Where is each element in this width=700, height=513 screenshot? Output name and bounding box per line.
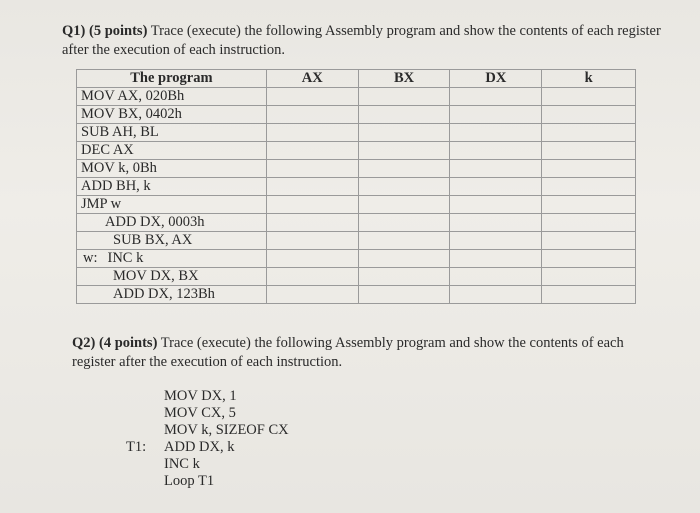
ax-value-cell[interactable] (266, 160, 358, 178)
ax-value-cell[interactable] (266, 106, 358, 124)
header-ax: AX (266, 70, 358, 88)
ax-value-cell[interactable] (266, 214, 358, 232)
table-row (77, 124, 636, 142)
ax-value-cell[interactable] (266, 268, 358, 286)
header-k: k (542, 70, 636, 88)
table-row (77, 196, 636, 214)
k-value-cell[interactable] (542, 232, 636, 250)
q2-number: Q2) (72, 335, 96, 351)
k-value-cell[interactable] (542, 250, 636, 268)
code-instruction: MOV CX, 5 (164, 405, 236, 421)
code-label (126, 456, 164, 473)
dx-value-cell[interactable] (450, 214, 542, 232)
ax-value-cell[interactable] (266, 142, 358, 160)
table-row (77, 178, 636, 196)
k-value-cell[interactable] (542, 286, 636, 304)
ax-value-cell[interactable] (266, 250, 358, 268)
header-program: The program (77, 70, 267, 88)
bx-value-cell[interactable] (358, 286, 450, 304)
code-label (126, 422, 164, 439)
code-line (126, 388, 289, 405)
instruction-text: ADD BH, k (81, 178, 151, 194)
instruction-text: ADD DX, 123Bh (113, 286, 215, 302)
code-line (126, 422, 289, 439)
k-value-cell[interactable] (542, 142, 636, 160)
dx-value-cell[interactable] (450, 196, 542, 214)
code-label (126, 388, 164, 405)
program-instruction-cell (77, 160, 267, 178)
dx-value-cell[interactable] (450, 268, 542, 286)
bx-value-cell[interactable] (358, 142, 450, 160)
ax-value-cell[interactable] (266, 124, 358, 142)
bx-value-cell[interactable] (358, 88, 450, 106)
bx-value-cell[interactable] (358, 196, 450, 214)
code-line (126, 456, 289, 473)
instruction-text: JMP w (81, 196, 122, 212)
instruction-text: SUB BX, AX (113, 232, 193, 248)
dx-value-cell[interactable] (450, 178, 542, 196)
dx-value-cell[interactable] (450, 250, 542, 268)
code-instruction: MOV k, SIZEOF CX (164, 422, 289, 438)
table-row (77, 106, 636, 124)
table-row (77, 160, 636, 178)
bx-value-cell[interactable] (358, 214, 450, 232)
q2-code-block (126, 388, 289, 490)
q1-text: Trace (execute) the following Assembly program and show the contents of each register after the execution of each instruction. (62, 23, 661, 58)
code-instruction: Loop T1 (164, 473, 215, 489)
ax-value-cell[interactable] (266, 196, 358, 214)
dx-value-cell[interactable] (450, 88, 542, 106)
q1-number: Q1) (62, 23, 86, 39)
code-label (126, 473, 164, 490)
bx-value-cell[interactable] (358, 250, 450, 268)
ax-value-cell[interactable] (266, 178, 358, 196)
program-instruction-cell (77, 106, 267, 124)
k-value-cell[interactable] (542, 106, 636, 124)
dx-value-cell[interactable] (450, 142, 542, 160)
bx-value-cell[interactable] (358, 124, 450, 142)
q2-points: (4 points) (98, 335, 158, 351)
program-instruction-cell (77, 196, 267, 214)
ax-value-cell[interactable] (266, 232, 358, 250)
program-instruction-cell (77, 232, 267, 250)
code-label (126, 405, 164, 422)
code-instruction: MOV DX, 1 (164, 388, 237, 404)
k-value-cell[interactable] (542, 124, 636, 142)
code-label: T1: (126, 439, 147, 455)
q1-points: (5 points) (88, 23, 148, 39)
dx-value-cell[interactable] (450, 106, 542, 124)
instruction-text: MOV DX, BX (113, 268, 199, 284)
bx-value-cell[interactable] (358, 232, 450, 250)
table-row (77, 286, 636, 304)
table-row (77, 214, 636, 232)
question-2 (72, 334, 652, 372)
ax-value-cell[interactable] (266, 286, 358, 304)
program-instruction-cell (77, 286, 267, 304)
dx-value-cell[interactable] (450, 232, 542, 250)
code-line (126, 439, 289, 456)
k-value-cell[interactable] (542, 196, 636, 214)
table-body (77, 88, 636, 304)
program-instruction-cell (77, 124, 267, 142)
program-instruction-cell (77, 250, 267, 268)
q2-text: Trace (execute) the following Assembly program and show the contents of each register after the execution of each instruction. (72, 335, 624, 370)
k-value-cell[interactable] (542, 214, 636, 232)
program-instruction-cell (77, 142, 267, 160)
bx-value-cell[interactable] (358, 268, 450, 286)
instruction-text: MOV k, 0Bh (81, 160, 157, 176)
k-value-cell[interactable] (542, 88, 636, 106)
instruction-text: ADD DX, 0003h (105, 214, 205, 230)
table-row (77, 232, 636, 250)
trace-table (76, 69, 636, 304)
table-row (77, 268, 636, 286)
instruction-text: INC k (107, 250, 144, 266)
code-line (126, 405, 289, 422)
program-instruction-cell (77, 268, 267, 286)
bx-value-cell[interactable] (358, 178, 450, 196)
table-row (77, 142, 636, 160)
dx-value-cell[interactable] (450, 286, 542, 304)
instruction-text: MOV BX, 0402h (81, 106, 182, 122)
table-row (77, 88, 636, 106)
bx-value-cell[interactable] (358, 160, 450, 178)
program-instruction-cell (77, 88, 267, 106)
program-instruction-cell (77, 214, 267, 232)
dx-value-cell[interactable] (450, 124, 542, 142)
instruction-text: MOV AX, 020Bh (81, 88, 185, 104)
header-bx: BX (358, 70, 450, 88)
jump-label: w: (83, 250, 98, 266)
table-header-row (77, 70, 636, 88)
ax-value-cell[interactable] (266, 88, 358, 106)
instruction-text: DEC AX (81, 142, 134, 158)
bx-value-cell[interactable] (358, 106, 450, 124)
question-1 (62, 22, 662, 60)
table-row (77, 250, 636, 268)
instruction-text: SUB AH, BL (81, 124, 159, 140)
header-dx: DX (450, 70, 542, 88)
k-value-cell[interactable] (542, 178, 636, 196)
k-value-cell[interactable] (542, 160, 636, 178)
dx-value-cell[interactable] (450, 160, 542, 178)
k-value-cell[interactable] (542, 268, 636, 286)
program-instruction-cell (77, 178, 267, 196)
code-line (126, 473, 289, 490)
code-instruction: INC k (164, 456, 200, 472)
code-instruction: ADD DX, k (164, 439, 235, 455)
